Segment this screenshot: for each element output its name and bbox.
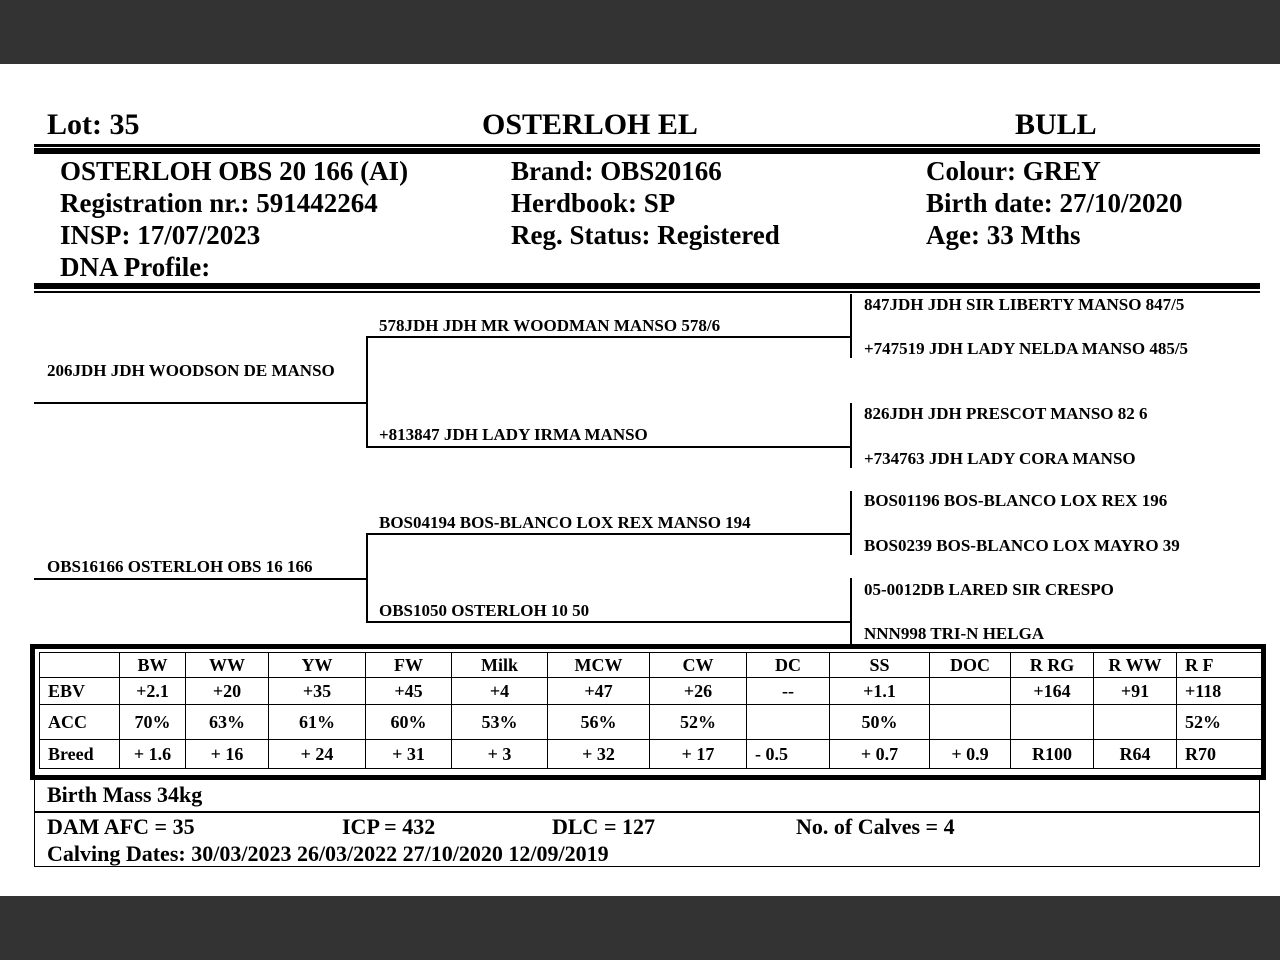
header-cell: YW bbox=[269, 653, 366, 678]
info-col-1 bbox=[60, 155, 408, 283]
ebv-table-frame bbox=[30, 644, 1266, 780]
header-cell: Milk bbox=[452, 653, 548, 678]
ggp-2: +747519 JDH LADY NELDA MANSO 485/5 bbox=[864, 339, 1189, 358]
sire-bracket bbox=[366, 336, 368, 446]
info-rule-thin bbox=[34, 291, 1260, 293]
lot-number: Lot: 35 bbox=[47, 108, 140, 141]
table-cell: 70% bbox=[120, 705, 186, 740]
header-cell: R WW bbox=[1094, 653, 1177, 678]
ggp-bracket-1 bbox=[850, 294, 852, 358]
header-cell: DOC bbox=[930, 653, 1011, 678]
ebv-header-row bbox=[40, 653, 1262, 678]
dlc: DLC = 127 bbox=[552, 814, 655, 839]
insp-date: INSP: 17/07/2023 bbox=[60, 220, 261, 250]
table-cell: R64 bbox=[1094, 740, 1177, 769]
birth-mass: Birth Mass 34kg bbox=[47, 782, 203, 807]
dam-afc: DAM AFC = 35 bbox=[47, 814, 195, 839]
table-cell: +35 bbox=[269, 678, 366, 705]
table-cell: +118 bbox=[1177, 678, 1262, 705]
header-cell: BW bbox=[120, 653, 186, 678]
table-cell: R70 bbox=[1177, 740, 1262, 769]
table-cell: +164 bbox=[1011, 678, 1094, 705]
lot-page bbox=[0, 64, 1280, 896]
sire-sire: 578JDH JDH MR WOODMAN MANSO 578/6 bbox=[379, 316, 721, 335]
table-cell: + 16 bbox=[186, 740, 269, 769]
table-cell: + 32 bbox=[548, 740, 650, 769]
table-cell: R100 bbox=[1011, 740, 1094, 769]
header-cell: FW bbox=[366, 653, 452, 678]
dam-sire: BOS04194 BOS-BLANCO LOX REX MANSO 194 bbox=[379, 513, 751, 532]
table-cell: +91 bbox=[1094, 678, 1177, 705]
table-cell: 56% bbox=[548, 705, 650, 740]
table-cell bbox=[747, 705, 830, 740]
table-cell: 52% bbox=[650, 705, 747, 740]
info-col-2 bbox=[511, 155, 780, 251]
table-cell: + 0.7 bbox=[830, 740, 930, 769]
table-cell: +47 bbox=[548, 678, 650, 705]
table-cell: + 3 bbox=[452, 740, 548, 769]
ggp-6: BOS0239 BOS-BLANCO LOX MAYRO 39 bbox=[864, 536, 1180, 555]
table-cell: - 0.5 bbox=[747, 740, 830, 769]
table-cell: 53% bbox=[452, 705, 548, 740]
bottom-dark-bar bbox=[0, 896, 1280, 960]
ggp-5: BOS01196 BOS-BLANCO LOX REX 196 bbox=[864, 491, 1168, 510]
dna-profile: DNA Profile: bbox=[60, 252, 211, 282]
info-rule-thick bbox=[34, 283, 1260, 289]
header-cell: CW bbox=[650, 653, 747, 678]
ebv-row bbox=[40, 678, 1262, 705]
table-cell: 52% bbox=[1177, 705, 1262, 740]
table-cell: + 17 bbox=[650, 740, 747, 769]
ggp-7: 05-0012DB LARED SIR CRESPO bbox=[864, 580, 1114, 599]
info-col-3 bbox=[926, 155, 1183, 251]
dam: OBS16166 OSTERLOH OBS 16 166 bbox=[47, 557, 313, 576]
sire-sire-line bbox=[366, 336, 850, 338]
header-cell: SS bbox=[830, 653, 930, 678]
ggp-4: +734763 JDH LADY CORA MANSO bbox=[864, 449, 1136, 468]
table-cell bbox=[930, 678, 1011, 705]
ggp-3: 826JDH JDH PRESCOT MANSO 82 6 bbox=[864, 404, 1148, 423]
row-label: EBV bbox=[40, 678, 120, 705]
table-cell: +45 bbox=[366, 678, 452, 705]
sire-dam-line bbox=[366, 446, 850, 448]
table-cell: + 0.9 bbox=[930, 740, 1011, 769]
sire-dam: +813847 JDH LADY IRMA MANSO bbox=[379, 425, 648, 444]
brand: Brand: OBS20166 bbox=[511, 156, 722, 186]
dam-stats-box bbox=[34, 811, 1260, 867]
ebv-table bbox=[39, 652, 1262, 769]
table-cell: 50% bbox=[830, 705, 930, 740]
table-cell bbox=[1094, 705, 1177, 740]
dam-dam-line bbox=[366, 621, 850, 623]
header-cell: R RG bbox=[1011, 653, 1094, 678]
registration-nr: Registration nr.: 591442264 bbox=[60, 188, 378, 218]
table-cell: +2.1 bbox=[120, 678, 186, 705]
table-cell: + 24 bbox=[269, 740, 366, 769]
icp: ICP = 432 bbox=[342, 814, 436, 839]
table-cell bbox=[1011, 705, 1094, 740]
animal-type: BULL bbox=[1015, 108, 1097, 141]
row-label: Breed bbox=[40, 740, 120, 769]
birth-date: Birth date: 27/10/2020 bbox=[926, 188, 1183, 218]
animal-id: OSTERLOH OBS 20 166 (AI) bbox=[60, 156, 409, 186]
age: Age: 33 Mths bbox=[926, 220, 1081, 250]
animal-name: OSTERLOH EL bbox=[482, 108, 698, 141]
sire-line bbox=[34, 402, 366, 404]
header-cell: MCW bbox=[548, 653, 650, 678]
reg-status: Reg. Status: Registered bbox=[511, 220, 780, 250]
table-cell: 63% bbox=[186, 705, 269, 740]
ggp-1: 847JDH JDH SIR LIBERTY MANSO 847/5 bbox=[864, 295, 1185, 314]
header-cell: WW bbox=[186, 653, 269, 678]
header-cell: DC bbox=[747, 653, 830, 678]
title-rule-thick bbox=[34, 148, 1260, 154]
table-cell: -- bbox=[747, 678, 830, 705]
ggp-bracket-3 bbox=[850, 491, 852, 555]
table-cell: +26 bbox=[650, 678, 747, 705]
birth-mass-box bbox=[34, 778, 1260, 813]
colour: Colour: GREY bbox=[926, 156, 1101, 186]
ggp-8: NNN998 TRI-N HELGA bbox=[864, 624, 1045, 643]
dam-bracket bbox=[366, 533, 368, 622]
row-label: ACC bbox=[40, 705, 120, 740]
title-rule-thin bbox=[34, 144, 1260, 147]
acc-row bbox=[40, 705, 1262, 740]
top-dark-bar bbox=[0, 0, 1280, 64]
table-cell: + 1.6 bbox=[120, 740, 186, 769]
table-cell: +20 bbox=[186, 678, 269, 705]
ggp-bracket-4 bbox=[850, 578, 852, 644]
ggp-bracket-2 bbox=[850, 403, 852, 468]
calving-dates: Calving Dates: 30/03/2023 26/03/2022 27/10/2020 12/09/2019 bbox=[47, 841, 609, 866]
table-cell bbox=[930, 705, 1011, 740]
table-cell: 61% bbox=[269, 705, 366, 740]
no-of-calves: No. of Calves = 4 bbox=[796, 814, 955, 839]
dam-dam: OBS1050 OSTERLOH 10 50 bbox=[379, 601, 590, 620]
table-cell: +4 bbox=[452, 678, 548, 705]
breed-row bbox=[40, 740, 1262, 769]
table-cell: 60% bbox=[366, 705, 452, 740]
table-cell: +1.1 bbox=[830, 678, 930, 705]
dam-sire-line bbox=[366, 533, 850, 535]
herdbook: Herdbook: SP bbox=[511, 188, 676, 218]
header-cell: R F bbox=[1177, 653, 1262, 678]
dam-line bbox=[34, 578, 366, 580]
table-cell: + 31 bbox=[366, 740, 452, 769]
header-cell bbox=[40, 653, 120, 678]
sire: 206JDH JDH WOODSON DE MANSO bbox=[47, 361, 335, 380]
